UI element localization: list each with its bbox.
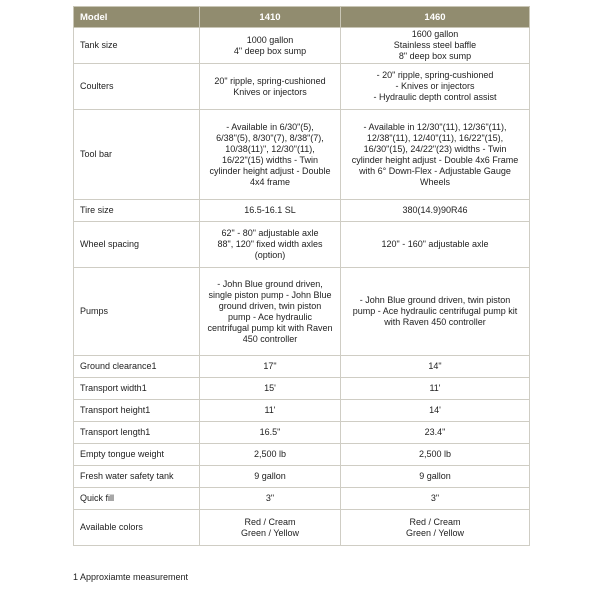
cell-1410 bbox=[200, 200, 341, 222]
cell-line: pump - Ace hydraulic bbox=[227, 311, 313, 322]
cell-1460 bbox=[341, 268, 530, 356]
cell-1410 bbox=[200, 64, 341, 110]
cell-line: ground driven, twin piston bbox=[218, 300, 322, 311]
cell-line: 12/38"(11), 12/40"(11), 16/22"(15), bbox=[366, 132, 504, 143]
table-row bbox=[74, 222, 530, 268]
cell-1410 bbox=[200, 28, 341, 64]
cell-line: 14' bbox=[429, 405, 441, 415]
cell-1460 bbox=[341, 222, 530, 268]
footnote: 1 Approxiamte measurement bbox=[73, 572, 189, 582]
cell-line: 8" deep box sump bbox=[398, 51, 472, 61]
cell-line: 88", 120" fixed width axles bbox=[217, 239, 323, 249]
row-label: Transport width1 bbox=[74, 378, 200, 400]
cell-1410 bbox=[200, 110, 341, 200]
cell-line: Green / Yellow bbox=[240, 527, 300, 538]
table-row bbox=[74, 28, 530, 64]
cell-1460 bbox=[341, 400, 530, 422]
cell-line: - Available in 12/30"(11), 12/36"(11), bbox=[363, 121, 507, 132]
cell-line: 11' bbox=[429, 383, 441, 393]
cell-line: 9 gallon bbox=[254, 471, 286, 481]
spec-table bbox=[73, 6, 530, 546]
cell-1460 bbox=[341, 488, 530, 510]
cell-line: (option) bbox=[254, 250, 286, 260]
cell-line: cylinder height adjust - Double bbox=[209, 165, 331, 176]
table-row bbox=[74, 268, 530, 356]
cell-line: 23.4" bbox=[424, 427, 446, 437]
cell-line: 1600 gallon bbox=[411, 29, 459, 39]
table-row bbox=[74, 444, 530, 466]
table-row bbox=[74, 510, 530, 546]
cell-line: Red / Cream bbox=[244, 516, 296, 527]
row-label: Tire size bbox=[74, 200, 200, 222]
cell-line: 1000 gallon bbox=[246, 34, 294, 45]
cell-1410 bbox=[200, 466, 341, 488]
cell-line: Wheels bbox=[419, 176, 450, 187]
cell-1410 bbox=[200, 444, 341, 466]
header-model: Model bbox=[74, 7, 200, 28]
cell-line: 2,500 lb bbox=[253, 449, 287, 459]
cell-line: 16.5" bbox=[259, 427, 281, 437]
cell-1460 bbox=[341, 64, 530, 110]
cell-line: 14" bbox=[428, 361, 442, 371]
cell-1410 bbox=[200, 268, 341, 356]
cell-1410 bbox=[200, 510, 341, 546]
cell-line: 3" bbox=[265, 493, 275, 503]
row-label: Available colors bbox=[74, 510, 200, 546]
cell-1460 bbox=[341, 422, 530, 444]
cell-line: centrifugal pump kit with Raven bbox=[207, 322, 333, 333]
table-row bbox=[74, 422, 530, 444]
row-label: Fresh water safety tank bbox=[74, 466, 200, 488]
cell-line: cylinder height adjust - Double 4x6 Frame bbox=[351, 154, 519, 165]
cell-line: Red / Cream bbox=[409, 516, 461, 527]
row-label: Tool bar bbox=[74, 110, 200, 200]
cell-1460 bbox=[341, 28, 530, 64]
cell-line: 450 controller bbox=[242, 333, 298, 344]
cell-1410 bbox=[200, 422, 341, 444]
cell-1410 bbox=[200, 488, 341, 510]
cell-1460 bbox=[341, 378, 530, 400]
cell-1410 bbox=[200, 356, 341, 378]
table-row bbox=[74, 64, 530, 110]
header-1460: 1460 bbox=[341, 7, 530, 28]
cell-line: 10/38(11)", 12/30"(11), bbox=[225, 143, 315, 154]
cell-1410 bbox=[200, 222, 341, 268]
cell-line: 2,500 lb bbox=[418, 449, 452, 459]
cell-line: - Hydraulic depth control assist bbox=[373, 92, 497, 102]
cell-line: 15' bbox=[264, 383, 276, 393]
row-label: Pumps bbox=[74, 268, 200, 356]
cell-line: 16/22"(15) widths - Twin bbox=[221, 154, 319, 165]
header-row bbox=[74, 7, 530, 28]
row-label: Ground clearance1 bbox=[74, 356, 200, 378]
table-row bbox=[74, 356, 530, 378]
cell-line: - Knives or injectors bbox=[395, 81, 475, 91]
row-label: Transport height1 bbox=[74, 400, 200, 422]
cell-line: 16.5-16.1 SL bbox=[244, 205, 296, 215]
cell-line: - 20" ripple, spring-cushioned bbox=[376, 70, 494, 80]
cell-line: 17" bbox=[263, 361, 277, 371]
cell-1410 bbox=[200, 400, 341, 422]
cell-line: Green / Yellow bbox=[405, 527, 465, 538]
table-row bbox=[74, 400, 530, 422]
cell-line: 6/38"(5), 8/30"(7), 8/38"(7), bbox=[216, 132, 324, 143]
cell-line: 62" - 80" adjustable axle bbox=[221, 228, 319, 238]
cell-line: 120" - 160" adjustable axle bbox=[381, 239, 489, 249]
cell-line: - John Blue ground driven, bbox=[217, 278, 323, 289]
cell-1460 bbox=[341, 510, 530, 546]
table-row bbox=[74, 110, 530, 200]
cell-line: pump - Ace hydraulic centrifugal pump kit bbox=[352, 306, 518, 316]
cell-line: 3" bbox=[430, 493, 440, 503]
table-row bbox=[74, 466, 530, 488]
cell-1460 bbox=[341, 444, 530, 466]
cell-1460 bbox=[341, 110, 530, 200]
table-body bbox=[74, 28, 530, 546]
cell-1460 bbox=[341, 356, 530, 378]
cell-line: 4" deep box sump bbox=[233, 45, 307, 56]
cell-line: 380(14.9)90R46 bbox=[402, 205, 468, 215]
cell-line: - John Blue ground driven, twin piston bbox=[359, 295, 511, 305]
cell-1460 bbox=[341, 466, 530, 488]
cell-line: 9 gallon bbox=[419, 471, 451, 481]
cell-line: 11' bbox=[264, 405, 276, 415]
row-label: Empty tongue weight bbox=[74, 444, 200, 466]
cell-line: - Available in 6/30"(5), bbox=[226, 121, 314, 132]
row-label: Transport length1 bbox=[74, 422, 200, 444]
cell-line: 4x4 frame bbox=[249, 176, 291, 187]
cell-line: 16/30"(15), 24/22"(23) widths - Twin bbox=[363, 143, 507, 154]
table-row bbox=[74, 378, 530, 400]
cell-line: with 6° Down-Flex - Adjustable Gauge bbox=[359, 165, 511, 176]
row-label: Tank size bbox=[74, 28, 200, 64]
cell-line: with Raven 450 controller bbox=[384, 317, 486, 327]
table-row bbox=[74, 488, 530, 510]
cell-line: Knives or injectors bbox=[233, 86, 307, 97]
table-row bbox=[74, 200, 530, 222]
header-1410: 1410 bbox=[200, 7, 341, 28]
row-label: Wheel spacing bbox=[74, 222, 200, 268]
cell-1410 bbox=[200, 378, 341, 400]
cell-1460 bbox=[341, 200, 530, 222]
cell-line: 20" ripple, spring-cushioned bbox=[214, 75, 326, 86]
cell-line: single piston pump - John Blue bbox=[208, 289, 332, 300]
row-label: Quick fill bbox=[74, 488, 200, 510]
cell-line: Stainless steel baffle bbox=[393, 40, 477, 50]
row-label: Coulters bbox=[74, 64, 200, 110]
